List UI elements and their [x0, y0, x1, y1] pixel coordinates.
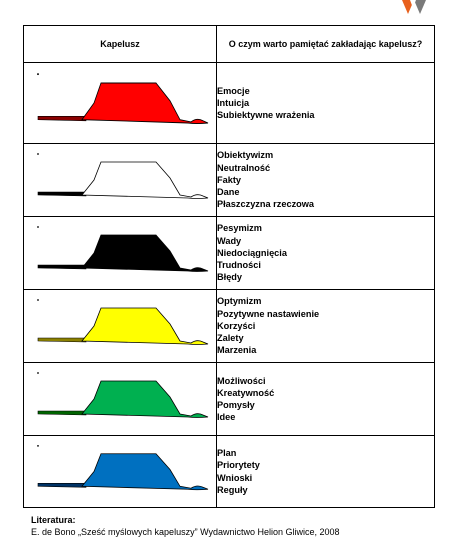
keyword: Wady	[217, 235, 242, 246]
literature-note	[31, 514, 340, 538]
keyword: Pomysły	[217, 400, 255, 410]
keyword: Wnioski	[217, 472, 253, 483]
keyword: Emocje	[217, 85, 250, 96]
keyword: Marzenia	[217, 345, 257, 356]
column-header-remember: O czym warto pamiętać zakładając kapelusz?	[217, 26, 435, 63]
hat-row-green	[24, 363, 435, 436]
hat-cell	[24, 217, 217, 290]
literature-title: Literatura:	[31, 515, 76, 525]
hat-keywords-cell	[217, 63, 435, 144]
keyword: Optymizm	[217, 296, 262, 307]
hat-red-icon	[24, 63, 217, 143]
hat-green-icon	[24, 363, 217, 435]
hat-black-icon	[24, 217, 217, 289]
keyword: Płaszczyzna rzeczowa	[217, 199, 315, 210]
keyword: Dane	[217, 187, 240, 198]
keyword: Błędy	[217, 272, 243, 283]
logo-icon	[402, 0, 426, 14]
table-header-row	[24, 26, 435, 63]
hat-yellow-icon	[24, 290, 217, 362]
literature-reference: E. de Bono „Sześć myślowych kapeluszy” Wydawnictwo Helion Gliwice, 2008	[31, 527, 340, 537]
hat-cell	[24, 436, 217, 508]
hat-row-yellow	[24, 290, 435, 363]
keyword: Zalety	[217, 333, 244, 344]
hat-keywords-cell	[217, 217, 435, 290]
keyword: Neutralność	[217, 162, 271, 173]
keyword: Pesymizm	[217, 223, 262, 234]
keyword: Korzyści	[217, 320, 256, 331]
hat-keywords-cell	[217, 290, 435, 363]
keyword: Plan	[217, 448, 237, 459]
six-hats-table	[23, 25, 435, 508]
hat-cell	[24, 363, 217, 436]
hat-cell	[24, 290, 217, 363]
keyword: Subiektywne wrażenia	[217, 110, 315, 121]
keyword: Pozytywne nastawienie	[217, 308, 320, 319]
hat-cell	[24, 63, 217, 144]
hat-white-icon	[24, 144, 217, 216]
keyword: Możliwości	[217, 375, 266, 386]
keyword: Kreatywność	[217, 387, 275, 398]
keyword: Reguły	[217, 484, 248, 495]
keyword: Fakty	[217, 174, 242, 185]
hat-keywords-cell	[217, 363, 435, 436]
keyword: Trudności	[217, 260, 261, 271]
keyword: Idee	[217, 412, 236, 423]
hat-cell	[24, 144, 217, 217]
hat-keywords-cell	[217, 436, 435, 508]
hat-row-blue	[24, 436, 435, 508]
hat-row-black	[24, 217, 435, 290]
keyword: Niedociągnięcia	[217, 247, 287, 258]
hat-keywords-cell	[217, 144, 435, 217]
keyword: Obiektywizm	[217, 150, 274, 161]
hat-row-red	[24, 63, 435, 144]
column-header-hat: Kapelusz	[24, 26, 217, 63]
keyword: Intuicja	[217, 97, 250, 108]
hat-row-white	[24, 144, 435, 217]
hat-blue-icon	[24, 436, 217, 507]
keyword: Priorytety	[217, 460, 260, 471]
